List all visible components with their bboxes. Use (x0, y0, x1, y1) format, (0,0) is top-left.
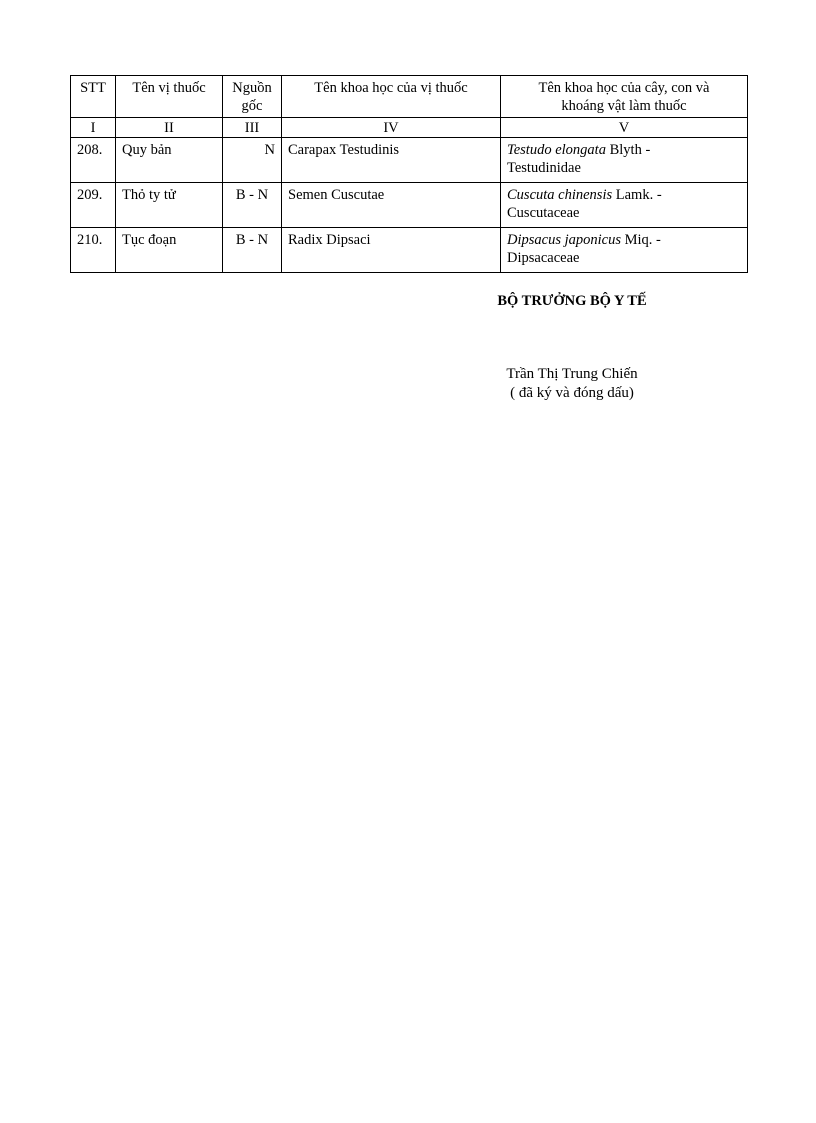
row-origin: B - N (223, 228, 282, 273)
medicinal-herbs-table (70, 75, 748, 273)
row-stt: 208. (71, 138, 116, 183)
header-stt: STT (71, 76, 116, 118)
row-family: Dipsacaceae (507, 250, 580, 266)
row-source (501, 228, 748, 273)
roman-5: V (501, 118, 748, 138)
signatory-name: Trần Thị Trung Chiến (506, 366, 638, 382)
roman-3: III (223, 118, 282, 138)
row-author: Lamk. - (612, 187, 662, 203)
row-origin: B - N (223, 183, 282, 228)
roman-1: I (71, 118, 116, 138)
header-sci-name: Tên khoa học của vị thuốc (282, 76, 501, 118)
row-author: Miq. - (620, 232, 661, 248)
header-origin-line1: Nguồn (232, 80, 272, 96)
signature-note: ( đã ký và đóng dấu) (510, 385, 634, 401)
row-stt: 209. (71, 183, 116, 228)
header-source-line1: Tên khoa học của cây, con và (538, 80, 710, 96)
roman-2: II (116, 118, 223, 138)
row-sci-name: Carapax Testudinis (282, 138, 501, 183)
row-name: Tục đoạn (116, 228, 223, 273)
row-source (501, 183, 748, 228)
roman-4: IV (282, 118, 501, 138)
header-origin-line2: gốc (241, 98, 263, 114)
row-sci-name: Semen Cuscutae (282, 183, 501, 228)
header-origin (223, 76, 282, 118)
table-row (71, 183, 748, 228)
table-row (71, 228, 748, 273)
header-source-line2: khoáng vật làm thuốc (561, 98, 687, 114)
row-stt: 210. (71, 228, 116, 273)
row-origin: N (223, 138, 282, 183)
row-family: Testudinidae (507, 160, 581, 176)
row-species: Testudo elongata (507, 142, 606, 158)
signature-title: BỘ TRƯỞNG BỘ Y TẾ (497, 293, 647, 309)
row-sci-name: Radix Dipsaci (282, 228, 501, 273)
row-name: Quy bản (116, 138, 223, 183)
table-header-row (71, 76, 748, 118)
header-source (501, 76, 748, 118)
table-row (71, 138, 748, 183)
row-source (501, 138, 748, 183)
row-species: Dipsacus japonicus (507, 232, 621, 248)
row-family: Cuscutaceae (507, 205, 580, 221)
header-name: Tên vị thuốc (116, 76, 223, 118)
roman-numeral-row (71, 118, 748, 138)
row-name: Thỏ ty tử (116, 183, 223, 228)
row-author: Blyth - (605, 142, 651, 158)
row-species: Cuscuta chinensis (507, 187, 613, 203)
